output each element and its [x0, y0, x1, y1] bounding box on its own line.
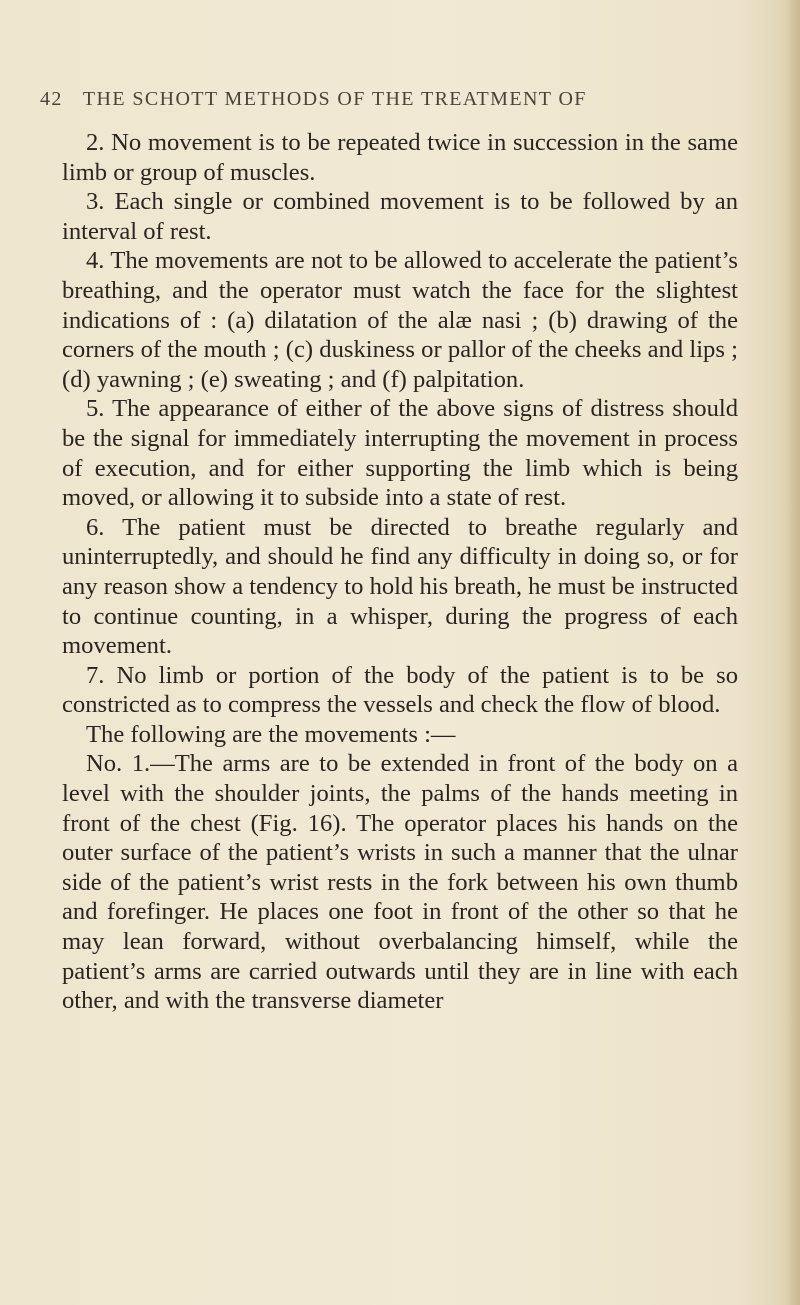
- rule-6-paragraph: 6. The patient must be directed to breathe regularly and uninterruptedly, and should he find any difficulty in doing so, or for any reason show a tendency to hold his breath, he must be instructed to continue counting, in a whisper, during the progress of each movement.: [62, 513, 738, 660]
- running-title: THE SCHOTT METHODS OF THE TREATMENT OF: [82, 88, 587, 110]
- rule-4-paragraph: 4. The movements are not to be allowed to accelerate the patient’s breathing, and the operator must watch the face for the slightest indications of : (a) dilatation of the alæ nasi ; (b) drawing of the corners of the mouth ; (c) duskiness or pallor of the cheeks and lips ; (d) yawning ; (e) sweating ; and (f) palpitation.: [62, 247, 738, 393]
- rule-5-paragraph: 5. The appearance of either of the above signs of distress should be the signal for immediately interrupting the movement in process of execution, and for either supporting the limb which is being moved, or allowing it to subside into a state of rest.: [62, 395, 738, 512]
- movements-intro-paragraph: The following are the movements :—: [86, 720, 456, 748]
- page-edge-shadow: [786, 0, 800, 1305]
- page-number: 42: [40, 88, 63, 110]
- rule-7-paragraph: 7. No limb or portion of the body of the patient is to be so constricted as to compress the vessels and check the flow of blood.: [62, 661, 738, 719]
- rule-3-paragraph: 3. Each single or combined movement is to be followed by an interval of rest.: [62, 188, 738, 245]
- movement-no-1-paragraph: No. 1.—The arms are to be extended in front of the body on a level with the shoulder joints, the palms of the hands meeting in front of the chest (Fig. 16). The operator places his hands on the outer surface of the patient’s wrists in such a manner that the ulnar side of the patient’s wrist rests in the fork between his own thumb and forefinger. He places one foot in front of the other so that he may lean forward, without overbalancing himself, while the patient’s arms are carried outwards until they are in line with each other, and with the transverse diameter: [62, 750, 738, 1015]
- running-header: [40, 88, 760, 111]
- rule-2-paragraph: 2. No movement is to be repeated twice in succession in the same limb or group of muscles.: [62, 129, 738, 186]
- body-text: [62, 128, 738, 1016]
